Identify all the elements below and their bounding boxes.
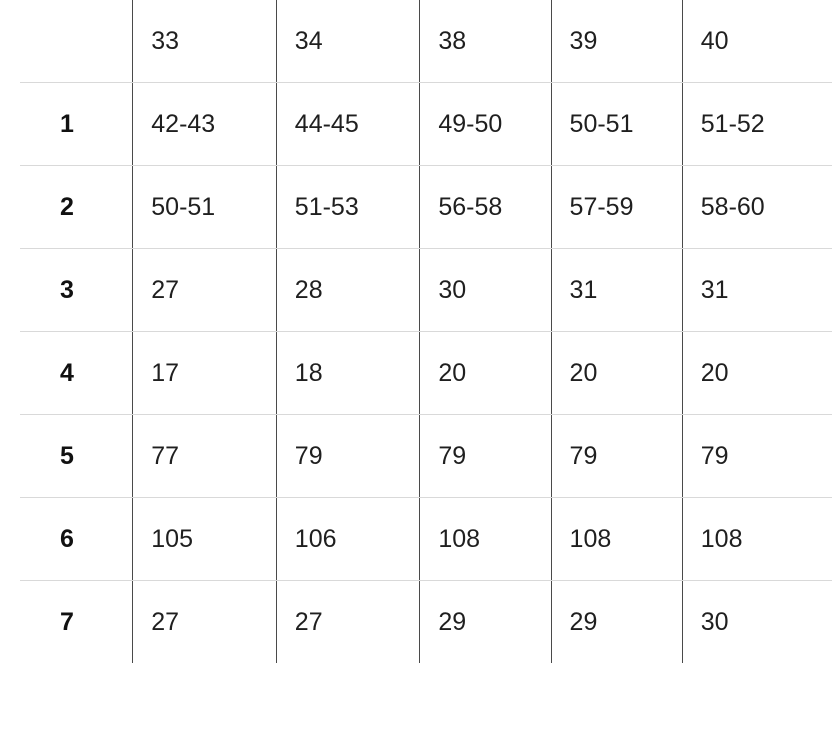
cell-r4-c4: 20 bbox=[682, 332, 832, 415]
row-header-3: 3 bbox=[20, 249, 133, 332]
cell-r1-c0: 42-43 bbox=[133, 83, 277, 166]
table-corner-cell bbox=[20, 0, 133, 83]
table-row bbox=[20, 415, 832, 498]
table-row bbox=[20, 166, 832, 249]
cell-r3-c2: 30 bbox=[420, 249, 551, 332]
row-header-5: 5 bbox=[20, 415, 133, 498]
cell-r7-c1: 27 bbox=[276, 581, 420, 664]
cell-r1-c2: 49-50 bbox=[420, 83, 551, 166]
row-header-4: 4 bbox=[20, 332, 133, 415]
column-header-1: 34 bbox=[276, 0, 420, 83]
cell-r4-c1: 18 bbox=[276, 332, 420, 415]
cell-r5-c1: 79 bbox=[276, 415, 420, 498]
cell-r3-c1: 28 bbox=[276, 249, 420, 332]
cell-r4-c0: 17 bbox=[133, 332, 277, 415]
cell-r5-c3: 79 bbox=[551, 415, 682, 498]
cell-r1-c1: 44-45 bbox=[276, 83, 420, 166]
row-header-1: 1 bbox=[20, 83, 133, 166]
cell-r4-c3: 20 bbox=[551, 332, 682, 415]
cell-r7-c4: 30 bbox=[682, 581, 832, 664]
cell-r2-c1: 51-53 bbox=[276, 166, 420, 249]
cell-r7-c0: 27 bbox=[133, 581, 277, 664]
cell-r5-c2: 79 bbox=[420, 415, 551, 498]
cell-r2-c4: 58-60 bbox=[682, 166, 832, 249]
cell-r1-c3: 50-51 bbox=[551, 83, 682, 166]
cell-r6-c4: 108 bbox=[682, 498, 832, 581]
table-row bbox=[20, 581, 832, 664]
cell-r2-c0: 50-51 bbox=[133, 166, 277, 249]
column-header-2: 38 bbox=[420, 0, 551, 83]
cell-r7-c2: 29 bbox=[420, 581, 551, 664]
cell-r4-c2: 20 bbox=[420, 332, 551, 415]
cell-r5-c4: 79 bbox=[682, 415, 832, 498]
column-header-4: 40 bbox=[682, 0, 832, 83]
cell-r2-c2: 56-58 bbox=[420, 166, 551, 249]
cell-r1-c4: 51-52 bbox=[682, 83, 832, 166]
row-header-7: 7 bbox=[20, 581, 133, 664]
cell-r6-c1: 106 bbox=[276, 498, 420, 581]
table-row bbox=[20, 332, 832, 415]
table-row bbox=[20, 249, 832, 332]
column-header-3: 39 bbox=[551, 0, 682, 83]
cell-r2-c3: 57-59 bbox=[551, 166, 682, 249]
table-row bbox=[20, 83, 832, 166]
cell-r6-c0: 105 bbox=[133, 498, 277, 581]
table-header-row bbox=[20, 0, 832, 83]
column-header-0: 33 bbox=[133, 0, 277, 83]
cell-r6-c2: 108 bbox=[420, 498, 551, 581]
cell-r3-c3: 31 bbox=[551, 249, 682, 332]
table-row bbox=[20, 498, 832, 581]
row-header-6: 6 bbox=[20, 498, 133, 581]
row-header-2: 2 bbox=[20, 166, 133, 249]
cell-r3-c4: 31 bbox=[682, 249, 832, 332]
cell-r6-c3: 108 bbox=[551, 498, 682, 581]
cell-r3-c0: 27 bbox=[133, 249, 277, 332]
cell-r5-c0: 77 bbox=[133, 415, 277, 498]
cell-r7-c3: 29 bbox=[551, 581, 682, 664]
measurements-table bbox=[20, 0, 832, 663]
